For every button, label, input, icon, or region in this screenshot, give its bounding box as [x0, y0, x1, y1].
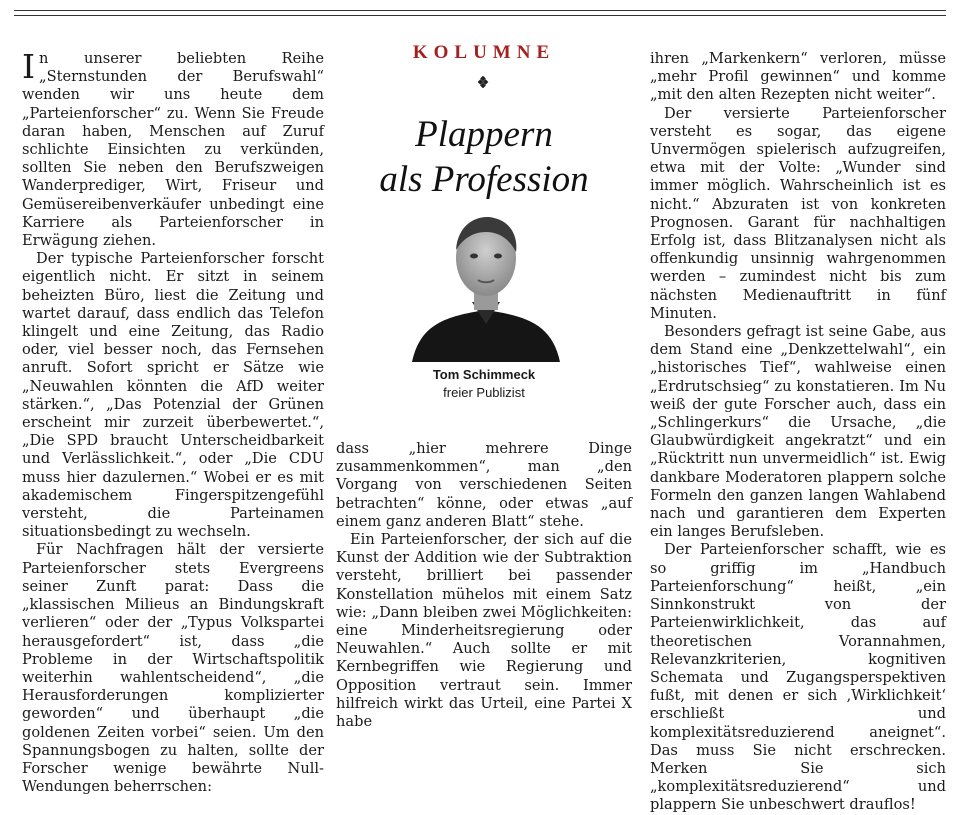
article-column-1 — [22, 47, 324, 796]
paragraph: In unserer beliebten Reihe „Sternstunden der Berufswahl“ wenden wir uns heute dem „Parteienforscher“ zu. Wenn Sie Freude daran haben, Menschen auf Zuruf schlichte Einsichten zu verkünden, sollten Sie neben den Berufszweigen Wanderprediger, Wirt, Friseur und Gemüsereibenverkäufer unbedingt eine Karriere als Parteienforscher in Erwägung ziehen. — [22, 47, 324, 250]
author-role: freier Publizist — [443, 385, 525, 400]
author-name: Tom Schimmeck — [432, 367, 536, 382]
article-column-3 — [650, 50, 946, 815]
paragraph: Besonders gefragt ist seine Gabe, aus dem Stand eine „Denkzettelwahl“, ein „historisches Tief“, wahlweise einen „Erdrutschsieg“ zu konstatieren. Im Nu weiß der gute Forscher auch, dass ein „Schlingerkurs“ die Ursache, „die Glaubwürdigkeit angekratzt“ und ein „Rücktritt nun unvermeidlich“ ist. Ewig dankbare Moderatoren plappern solche Formeln den ganzen langen Wahlabend nach und garantieren dem Experten ein langes Berufsleben. — [650, 323, 946, 541]
paragraph: Für Nachfragen hält der versierte Parteienforscher stets Evergreens seiner Zunft parat: Dass die „klassischen Milieus an Bindungskraft verlieren“ oder der „Typus Volkspartei herausgefordert“ ist, dass „die Probleme in der Wirtschaftspolitik weiterhin wahlentscheidend“, „die Herausforderungen komplizierter geworden“ und überhaupt „die goldenen Zeiten vorbei“ seien. Um den Spannungsbogen zu halten, sollte der Forscher wenige bewährte Null-Wendungen beherrschen: — [22, 541, 324, 796]
paragraph: ihren „Markenkern“ verloren, müsse „mehr Profil gewinnen“ und komme „mit den alten Rezepten nicht weiter“. — [650, 50, 946, 104]
author-photo — [402, 206, 570, 362]
paragraph: Der typische Parteienforscher forscht eigentlich nicht. Er sitzt in seinem beheizten Büro, liest die Zeitung und wartet darauf, dass endlich das Telefon klingelt und eine Zeitung, das Radio oder, viel besser noch, das Fernsehen anruft. Sofort spricht er Sätze wie „Neuwahlen könnten die AfD weiter stärken.“, „Das Potenzial der Grünen erscheint mir zurzeit überbewertet.“, „Die SPD braucht Unterscheidbarkeit und Verlässlichkeit.“, oder „Die CDU muss hier dazulernen.“ Wobei er es mit akademischem Fingerspitzengefühl versteht, die Parteinamen situationsbedingt zu wechseln. — [22, 250, 324, 541]
top-rule-second — [14, 15, 946, 16]
drop-cap: I — [22, 47, 36, 86]
article-column-2 — [336, 440, 632, 731]
top-rule — [14, 10, 946, 11]
paragraph: Ein Parteienforscher, der sich auf die Kunst der Addition wie der Subtraktion versteht, brilliert bei passender Konstellation mühelos mit einem Satz wie: „Dann bleiben zwei Möglichkeiten: eine Minderheitsregierung oder Neuwahlen.“ Auch sollte er mit Kernbegriffen wie Regierung und Opposition vertraut sein. Immer hilfreich wirkt das Urteil, eine Partei X habe — [336, 531, 632, 731]
paragraph: dass „hier mehrere Dinge zusammenkommen“, man „den Vorgang von verschiedenen Seiten betrachten“ könne, oder etwas „auf einem ganz anderen Blatt“ stehe. — [336, 440, 632, 530]
diamond-ornament-icon — [478, 76, 490, 88]
section-label: KOLUMNE — [412, 42, 556, 63]
article-headline: Plappern als Profession — [379, 114, 589, 200]
paragraph: Der Parteienforscher schafft, wie es so griffig im „Handbuch Parteienforschung“ heißt, „ein Sinnkonstrukt von der Parteienwirklichkeit, das auf theoretischen Vorannahmen, Relevanzkriterien, kognitiven Schemata und Zugangsperspektiven fußt, mit denen er sich ‚Wirklichkeit‘ erschließt und komplexitätsreduzierend aneignet“. Das muss Sie nicht erschrecken. Merken Sie sich „komplexitätsreduzierend“ und plappern Sie unbeschwert drauflos! — [650, 541, 946, 814]
paragraph: Der versierte Parteienforscher versteht es sogar, das eigene Unvermögen spielerisch aufzugreifen, etwa mit der Volte: „Wunder sind immer möglich. Wahrscheinlich ist es nicht.“ Abzuraten ist von konkreten Prognosen. Garant für nachhaltigen Erfolg ist, dass Blitzanalysen nicht als offenkundig unsinnig wahrgenommen werden – zumindest nicht bis zum nächsten Medienauftritt in fünf Minuten. — [650, 104, 946, 322]
